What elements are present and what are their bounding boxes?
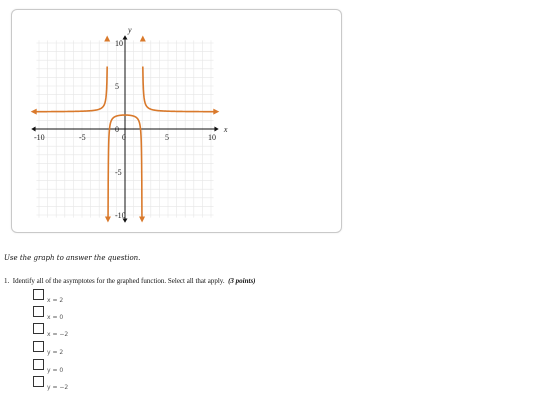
question-points: (3 points) [228, 277, 256, 285]
x-axis-arrow-right [214, 127, 218, 132]
x-tick-label: 10 [208, 133, 216, 142]
curve-arrow-down-left [105, 216, 111, 222]
curve-right-branch [143, 67, 216, 112]
graph-card [11, 9, 342, 233]
x-tick-label: -5 [79, 133, 86, 142]
y-tick-label: -5 [115, 168, 122, 177]
curve-arrow-right [213, 109, 219, 115]
y-tick-label: 10 [115, 39, 123, 48]
option-label: y = −2 [47, 384, 69, 391]
function-graph [12, 10, 341, 232]
question [4, 277, 256, 285]
option-label: y = 2 [47, 349, 64, 356]
curve-arrow-up-right [140, 36, 146, 42]
option-label: x = 0 [47, 314, 64, 321]
checkbox[interactable] [33, 376, 44, 387]
option-label: y = 0 [47, 367, 64, 374]
checkbox[interactable] [33, 323, 44, 334]
y-tick-label: 5 [115, 82, 119, 91]
y-tick-label: -10 [115, 211, 126, 220]
y-axis-arrow-up [123, 35, 128, 39]
x-tick-label: 0 [122, 133, 126, 142]
checkbox[interactable] [33, 289, 44, 300]
question-text: Identify all of the asymptotes for the graphed function. Select all that apply. [12, 277, 225, 285]
y-tick-label: 0 [115, 125, 119, 134]
instruction-text: Use the graph to answer the question. [4, 254, 141, 262]
x-axis-label: x [223, 125, 228, 134]
checkbox[interactable] [33, 306, 44, 317]
y-axis-label: y [128, 25, 132, 35]
option-label: x = 2 [47, 297, 64, 304]
checkbox[interactable] [33, 359, 44, 370]
checkbox[interactable] [33, 341, 44, 352]
question-number: 1. [4, 277, 10, 285]
x-tick-label: -10 [34, 133, 45, 142]
curve-arrow-left [31, 109, 37, 115]
x-tick-label: 5 [165, 133, 169, 142]
x-axis-arrow-left [31, 127, 35, 132]
axes [31, 35, 218, 222]
option-label: x = −2 [47, 331, 69, 338]
curve-arrow-up-left [104, 36, 110, 42]
curve-arrow-down-right [139, 216, 145, 222]
curve-left-branch [35, 67, 108, 112]
